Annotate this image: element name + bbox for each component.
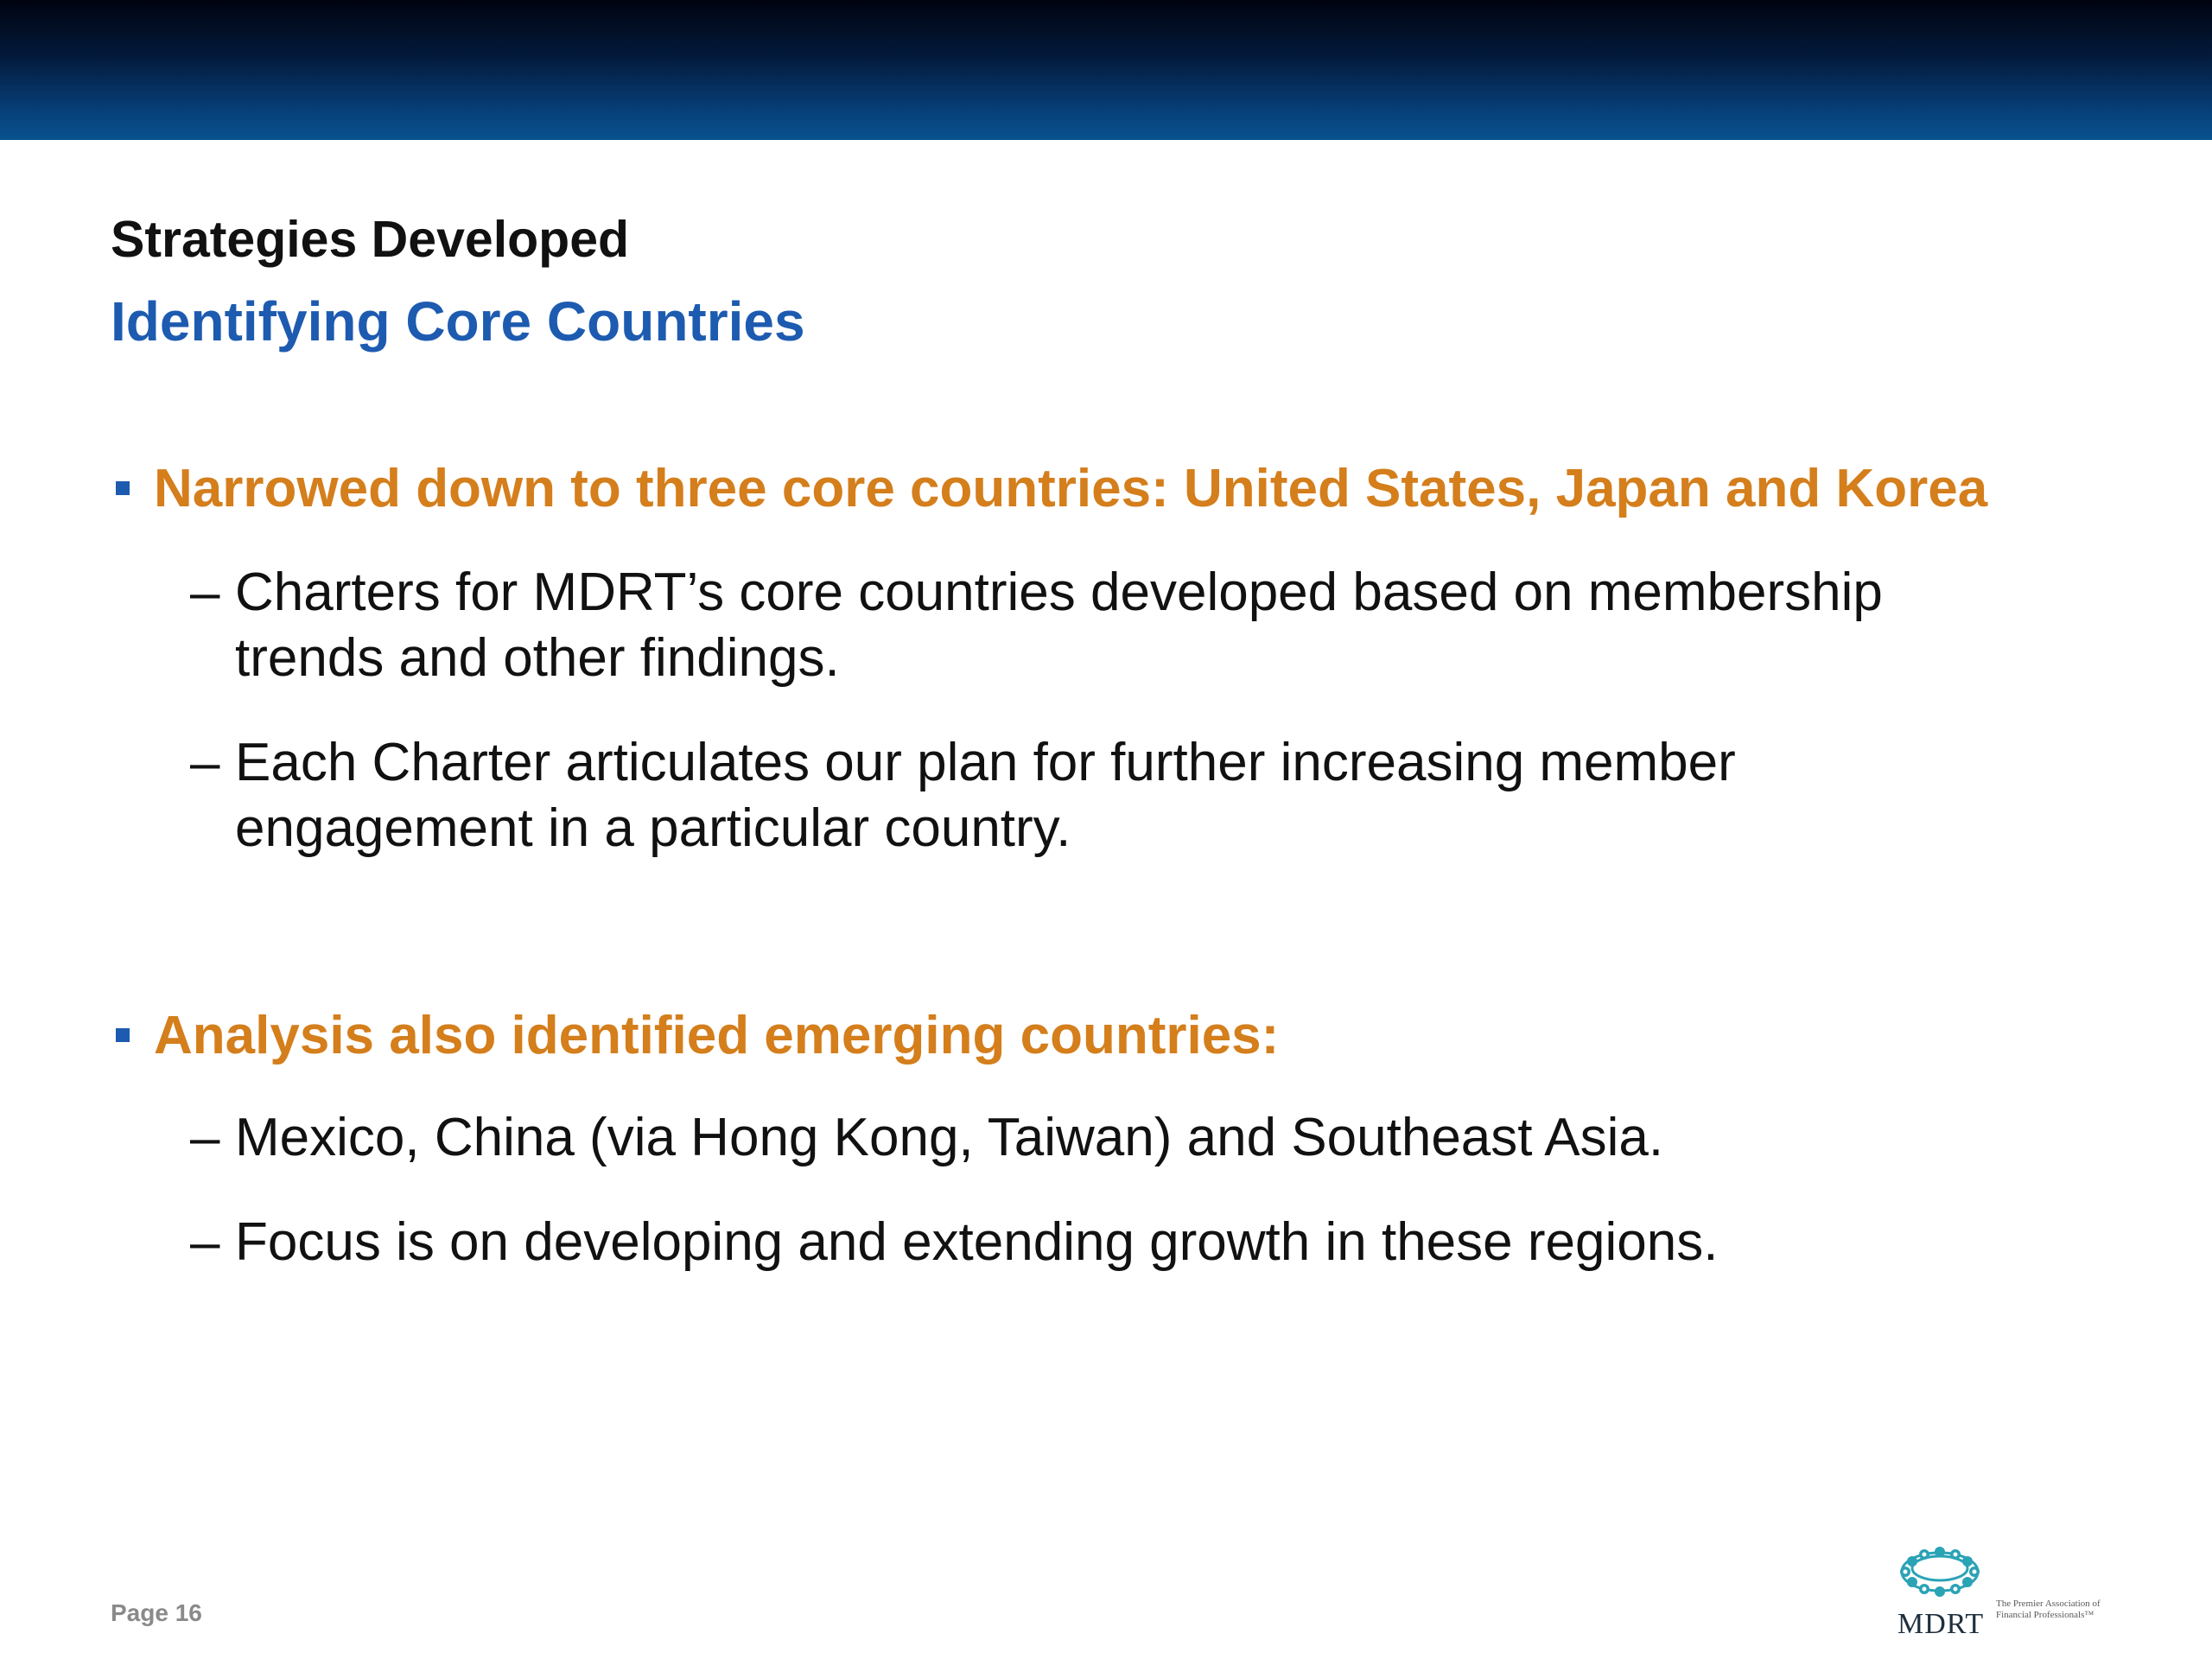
bullet-text: Narrowed down to three core countries: United States, Japan and Korea (154, 459, 1988, 518)
dash-marker: – (190, 563, 220, 622)
sub-item (190, 1210, 2039, 1275)
square-bullet-icon (116, 481, 130, 495)
header-band (0, 0, 2212, 140)
slide-subtitle: Identifying Core Countries (111, 290, 805, 353)
sub-item-text: Mexico, China (via Hong Kong, Taiwan) and Southeast Asia. (235, 1108, 1664, 1167)
logo-tagline: The Premier Association of Financial Professionals™ (1996, 1599, 2101, 1620)
dash-marker: – (190, 733, 220, 792)
dash-marker: – (190, 1212, 220, 1272)
sub-item-text: Each Charter articulates our plan for further increasing member engagement in a particular country. (235, 733, 1736, 858)
sub-item-text: Charters for MDRT’s core countries developed based on membership trends and other findings. (235, 563, 1883, 688)
dash-marker: – (190, 1108, 220, 1167)
sub-item (190, 1105, 2039, 1171)
page-number: Page 16 (111, 1599, 202, 1626)
slide-title: Strategies Developed (111, 211, 630, 268)
bullet-text: Analysis also identified emerging countries: (154, 1006, 1280, 1065)
sub-item (190, 560, 2039, 691)
logo-wordmark: MDRT (1897, 1608, 1985, 1640)
sub-item (190, 730, 2039, 861)
square-bullet-icon (116, 1028, 130, 1042)
sub-item-text: Focus is on developing and extending growth in these regions. (235, 1212, 1719, 1272)
